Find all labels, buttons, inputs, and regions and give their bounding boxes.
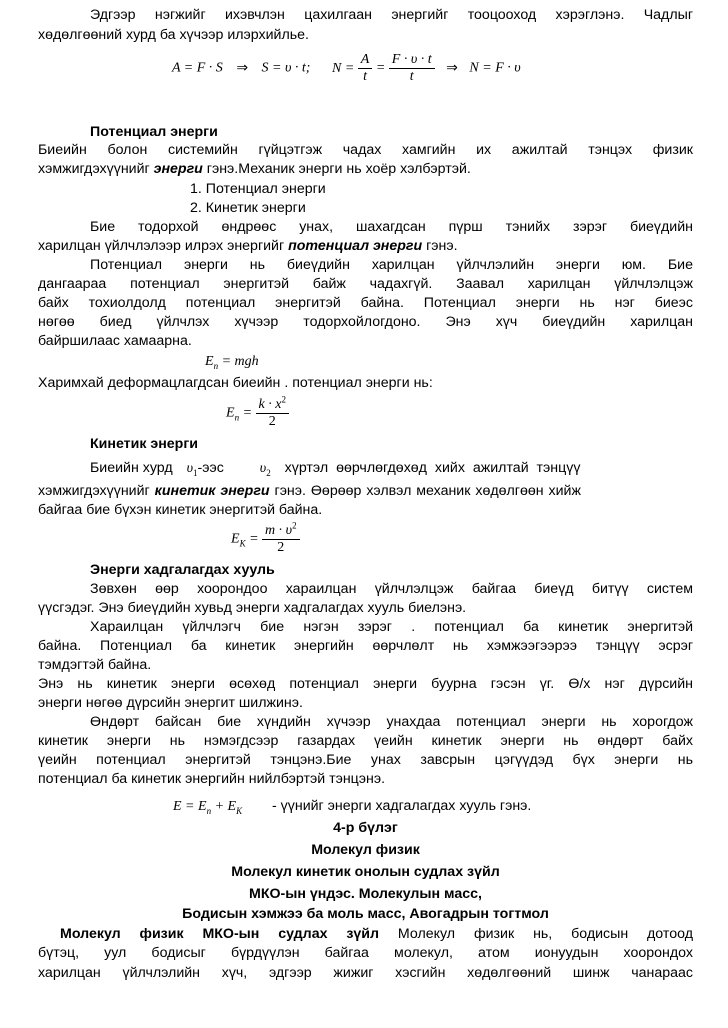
fraction-fvt-over-t [389, 52, 435, 85]
paragraph-line: Өндөрт байсан бие хүндийн хүчээр унахдаа потенциал энерги нь хорогдож [90, 714, 693, 730]
paragraph-line: Биеийн болон системийн гүйцэтгэж чадах хамгийн их ажилтай тэнцэх физик [38, 142, 693, 158]
formula-power-result: N = F · υ [469, 60, 521, 76]
formula-potential-spring [226, 394, 289, 430]
symbol: υ [186, 461, 194, 476]
paragraph-line: харилцан үйлчлэлийн хүч, эдгээр жижиг хэсгийн хөдөлгөөний шинж чанараас [38, 965, 693, 981]
formula-rhs: = mgh [221, 354, 259, 369]
symbol-e: E [231, 531, 240, 547]
paragraph-line: Эдгээр нэгжийг ихэвчлэн цахилгаан энергийг тооцооход хэрэглэнэ. Чадлыг [90, 7, 693, 23]
paragraph-line [38, 482, 693, 502]
formula-potential-gravity [205, 352, 259, 372]
section-title: МКО-ын үндэс. Молекулын масс, [249, 886, 482, 902]
paragraph-line: үүсгэдэг. Энэ биеүдийн хувьд энерги хадгалагдах хууль биелэнэ. [38, 600, 467, 616]
paragraph-line: Энэ нь кинетик энерги өсөхөд потенциал энерги буурна гэсэн үг. Ө/х нэг дүрсийн [38, 676, 693, 692]
formula-conservation [173, 797, 242, 817]
text: Молекул физик нь, бодисын дотоод [379, 926, 693, 942]
paragraph-line [60, 925, 693, 945]
section-title: Молекул кинетик онолын судлах зүйл [231, 864, 500, 880]
paragraph-line: дангаараа потенциал энергитэй байж чадахгүй. Заавал харилцан үйлчлэлцэж [38, 276, 693, 292]
section-title: Бодисын хэмжээ ба моль масс, Авогадрын тогтмол [182, 906, 549, 922]
formula-distance: S = υ · t; [261, 60, 311, 76]
text: харилцан үйлчлэлээр илрэх энергийг [38, 238, 289, 254]
exponent: 2 [292, 520, 297, 531]
paragraph-line: бүтэц, уул бодисыг бүрдүүлэн байгаа молекул, атом ионуудын хоорондох [38, 945, 693, 961]
exponent: 2 [281, 394, 286, 405]
subscript: K [239, 538, 246, 549]
fraction-a-over-t [358, 52, 373, 85]
paragraph-line: потенциал ба кинетик энергийн нийлбэртэй тэнцэнэ. [38, 771, 386, 787]
denominator: t [409, 69, 414, 84]
symbol-v2 [260, 461, 271, 476]
list-item: 1. Потенциал энерги [190, 181, 326, 197]
paragraph-line [38, 237, 693, 257]
paragraph-line: Хараилцан үйлчлэгч бие нэгэн зэрэг . потенциал ба кинетик энергитэй [90, 619, 693, 635]
denominator: 2 [268, 414, 276, 429]
equals-sign: = [249, 531, 259, 547]
chapter-title: Молекул физик [311, 842, 420, 858]
numerator: F · υ · t [389, 52, 435, 69]
heading-kinetic-energy: Кинетик энерги [90, 436, 198, 452]
numerator: A [358, 52, 373, 69]
formula-lhs: E = E [173, 799, 207, 814]
subscript: п [206, 805, 212, 816]
equals-sign: = [242, 405, 253, 421]
paragraph-line: тэмдэгтэй байна. [38, 657, 152, 673]
paragraph-line [90, 459, 693, 479]
paragraph-line: байх тохиолдолд потенциал энергитэй байна. Потенциал энерги нь нэг биеэс [38, 295, 693, 311]
subscript: K [236, 805, 243, 816]
paragraph-line: хөдөлгөөний хурд ба хүчээр илэрхийлье. [38, 27, 309, 43]
numerator [256, 394, 289, 414]
symbol-e: E [226, 405, 235, 421]
paragraph-line: Харимхай деформацлагдсан биеийн . потенциал энерги нь: [38, 375, 433, 391]
symbol: υ [259, 461, 267, 476]
text: хэмжигдэхүүнийг [38, 483, 155, 499]
text: Биеийн хурд [90, 460, 177, 476]
text: k · x [258, 397, 282, 412]
subscript: 1 [193, 467, 198, 478]
equals-sign: = [375, 60, 386, 76]
paragraph-line: нөгөө биед үйлчлэх хүчээр тодорхойлогдоно. Энэ хүч биеүдийн харилцан [38, 314, 693, 330]
implies-arrow: ⇒ [236, 60, 249, 76]
paragraph-line: энерги нөгөө дүрсийн энергит шилжинэ. [38, 695, 303, 711]
paragraph-line: Бие тодорхой өндрөөс унах, шахагдсан пүрш тэнийх зэрэг биеүдийн [90, 219, 693, 235]
term-energy: энерги [153, 161, 203, 177]
text: гэнэ. Өөрөөр хэлвэл механик хөдөлгөөн хийж [269, 483, 581, 499]
formula-plus: + E [214, 799, 237, 814]
text: -ээс [197, 460, 224, 476]
text: хүртэл өөрчлөгдөхөд хийх ажилтай тэнцүү [284, 460, 581, 476]
formula-work: A = F · S [172, 60, 223, 76]
paragraph-line [38, 160, 693, 180]
paragraph-line: Зөвхөн өөр хоорондоо хараилцан үйлчлэлцэж байгаа биеүд битүү систем [90, 581, 693, 597]
paragraph-line: байршилаас хамаарна. [38, 333, 192, 349]
list-item: 2. Кинетик энерги [190, 200, 306, 216]
text: гэнэ. [422, 238, 458, 254]
formula-power-lhs: N = [331, 60, 355, 76]
denominator: t [363, 69, 367, 84]
lead-phrase: Молекул физик МКО-ын судлах зүйл [60, 926, 380, 942]
term-kinetic-energy: кинетик энерги [154, 483, 270, 499]
term-potential-energy: потенциал энерги [288, 238, 423, 254]
fraction-mv2-over-2 [262, 520, 300, 556]
subscript: п [213, 360, 219, 371]
implies-arrow: ⇒ [446, 60, 458, 76]
formula-kinetic [231, 520, 300, 556]
paragraph-line: байна. Потенциал ба кинетик энергийн өөрчлөлт нь хэмжээгээрээ тэнцүү эсрэг [38, 638, 693, 654]
paragraph-line: үеийн потенциал энергитэй тэнцэнэ.Бие унах завсрын цэгүүдэд бүх энерги нь [38, 752, 693, 768]
subscript: п [234, 412, 240, 423]
chapter-number: 4-р бүлэг [333, 820, 398, 836]
fraction-kx2-over-2 [256, 394, 289, 430]
formula-power [172, 52, 521, 85]
paragraph-line: кинетик энерги нь нэмэгдсээр газардах үеийн кинетик энерги нь өндөрт байх [38, 733, 693, 749]
conservation-law-text: - үүнийг энерги хадгалагдах хууль гэнэ. [272, 798, 532, 814]
denominator: 2 [277, 540, 285, 555]
heading-potential-energy: Потенциал энерги [90, 124, 218, 140]
subscript: 2 [266, 467, 271, 478]
text: m · υ [265, 523, 293, 538]
numerator [262, 520, 300, 540]
text: гэнэ.Механик энерги нь хоёр хэлбэртэй. [202, 161, 471, 177]
paragraph-line: байгаа бие бүхэн кинетик энергитэй байна. [38, 502, 323, 518]
symbol-v1 [187, 461, 198, 476]
text: хэмжигдэхүүнийг [38, 161, 154, 177]
paragraph-line: Потенциал энерги нь биеүдийн харилцан үйлчлэлийн энерги юм. Бие [90, 257, 693, 273]
symbol-e: E [205, 354, 214, 369]
heading-energy-conservation: Энерги хадгалагдах хууль [90, 562, 275, 578]
